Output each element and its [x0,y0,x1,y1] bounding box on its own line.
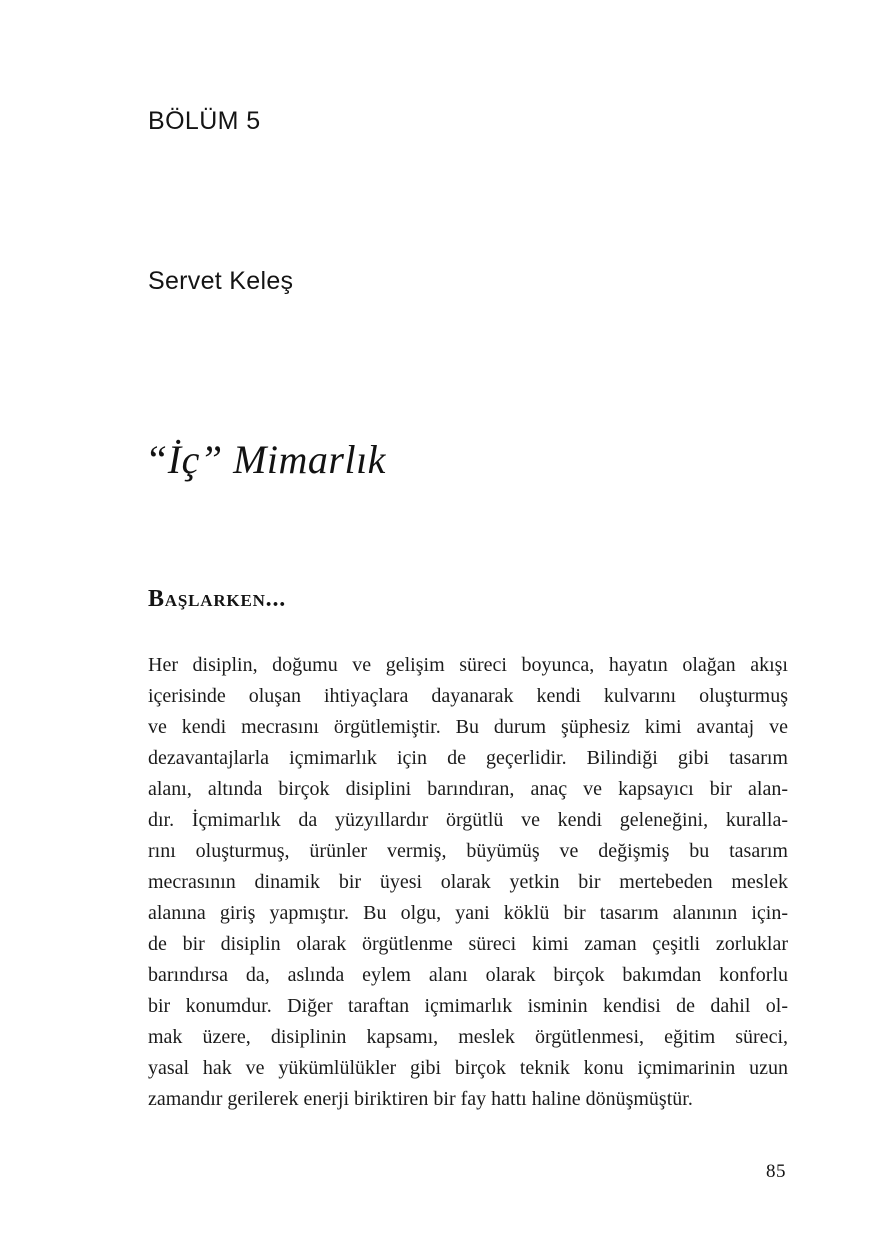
body-text-line: mecrasının dinamik bir üyesi olarak yetkin bir mertebeden meslek [148,871,788,893]
body-text-line: mak üzere, disiplinin kapsamı, meslek örgütlenmesi, eğitim süreci, [148,1026,788,1048]
body-text-line: dır. İçmimarlık da yüzyıllardır örgütlü ve kendi geleneğini, kuralla- [148,809,788,831]
body-text-line: de bir disiplin olarak örgütlenme süreci kimi zaman çeşitli zorluklar [148,933,788,955]
document-title: “İç” Mimarlık [145,436,386,482]
body-paragraph [148,650,788,1115]
chapter-label: BÖLÜM 5 [148,107,261,135]
body-text-line: içerisinde oluşan ihtiyaçlara dayanarak kendi kulvarını oluşturmuş [148,685,788,707]
section-heading: Başlarken... [148,586,287,612]
body-text-line: zamandır gerilerek enerji biriktiren bir fay hattı haline dönüşmüştür. [148,1088,693,1110]
body-text-line: alanı, altında birçok disiplini barındıran, anaç ve kapsayıcı bir alan- [148,778,788,800]
body-text-line: ve kendi mecrasını örgütlemiştir. Bu durum şüphesiz kimi avantaj ve [148,716,788,738]
body-text-line: rını oluşturmuş, ürünler vermiş, büyümüş ve değişmiş bu tasarım [148,840,788,862]
body-text-line: barındırsa da, aslında eylem alanı olarak birçok bakımdan konforlu [148,964,788,986]
author-name: Servet Keleş [148,267,294,295]
body-text-line: bir konumdur. Diğer taraftan içmimarlık isminin kendisi de dahil ol- [148,995,788,1017]
body-text-line: Her disiplin, doğumu ve gelişim süreci boyunca, hayatın olağan akışı [148,654,788,676]
body-text-line: dezavantajlarla içmimarlık için de geçerlidir. Bilindiği gibi tasarım [148,747,788,769]
body-text-line: alanına giriş yapmıştır. Bu olgu, yani köklü bir tasarım alanının için- [148,902,788,924]
body-text-line: yasal hak ve yükümlülükler gibi birçok teknik konu içmimarinin uzun [148,1057,788,1079]
page-number: 85 [766,1161,786,1182]
